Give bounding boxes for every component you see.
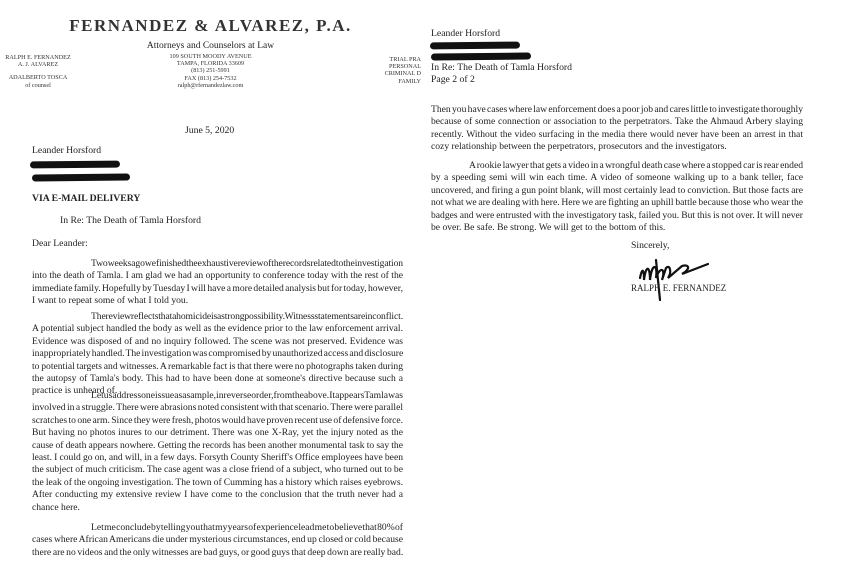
paragraph-line: Let me conclude by telling you that my years of experience lead me to believe that 80% of xyxy=(91,522,403,533)
practice-areas xyxy=(367,56,421,85)
paragraph-line: I want to repeat some of what I told you. xyxy=(32,295,189,307)
paragraph-line: After conducting my extensive review I have come to the conclusion that the truth never had a xyxy=(32,489,403,501)
body-paragraph xyxy=(32,522,403,559)
paragraph-line: uncovered, and firing a gun point blank, will most certainly lead to conviction. But those facts are xyxy=(431,184,803,196)
recipient-name: Leander Horsford xyxy=(32,145,102,156)
re-line: In Re: The Death of Tamla Horsford xyxy=(60,215,202,226)
body-paragraph xyxy=(431,160,803,234)
paragraph-line: into the death of Tamla. I am glad we had an opportunity to conference today with the rest of the xyxy=(32,270,403,282)
body-paragraph xyxy=(32,390,403,514)
practice-area: CRIMINAL D xyxy=(384,70,421,78)
practice-area: PERSONAL xyxy=(389,63,421,71)
redaction-bar xyxy=(30,161,120,169)
partner-name: ADALBERTO TOSCA xyxy=(8,74,68,82)
signer-name: RALPH E. FERNANDEZ xyxy=(631,283,727,293)
paragraph-line: Then you have cases where law enforcement does a poor job and cares little to investigate thoroughly xyxy=(431,104,803,115)
letter-date: June 5, 2020 xyxy=(185,125,235,136)
paragraph-line: recently. Without the video surfacing in the media there would never have been an arrest in that xyxy=(431,128,803,140)
delivery-method: VIA E-MAIL DELIVERY xyxy=(32,193,141,204)
firm-subtitle: Attorneys and Counselors at Law xyxy=(146,41,275,51)
closing: Sincerely, xyxy=(631,240,670,251)
paragraph-line: But having no photos inures to our detriment. There was one X-Ray, yet the injury noted as the xyxy=(32,427,403,439)
paragraph-line: involved in a struggle. There were abrasions noted consistent with that scenario. There were parallel xyxy=(32,402,403,414)
paragraph-line: the subject of much criticism. The case agent was a close friend of a subject, who turned out to be xyxy=(32,464,403,476)
address-line: 109 SOUTH MOODY AVENUE xyxy=(169,53,252,60)
paragraph-line: cases where African Americans die under mysterious circumstances, end up closed or cold because xyxy=(32,534,403,546)
page-number: Page 2 of 2 xyxy=(431,74,475,85)
paragraph-line: the leak of the ongoing investigation. The town of Cumming has a history which raises eyebrows. xyxy=(32,476,403,488)
paragraph-line: A potential subject handled the body as well as the evidence prior to the law enforcement arrival. xyxy=(32,323,403,335)
letter-page-2 xyxy=(421,0,864,574)
paragraph-line: the autopsy of Tamla's body. This had to have been done at someone's directive because such a xyxy=(32,373,403,385)
paragraph-line: cause of death appears nowhere. Getting the records has been another monumental task to say the xyxy=(32,439,403,451)
address-line: TAMPA, FLORIDA 33609 xyxy=(176,60,245,68)
paragraph-line: practice is unheard of. xyxy=(32,385,118,397)
practice-area: TRIAL PRA xyxy=(389,56,421,63)
paragraph-line: cozy relationship between the perpetrators, prosecutors and the investigators. xyxy=(431,141,727,153)
address-line: FAX (813) 254-7532 xyxy=(184,74,237,82)
paragraph-line: to potential targets and witnesses. A remarkable fact is that there were no photographs taken during xyxy=(32,360,403,372)
paragraph-line: Evidence was disposed of and no inquiry followed. The scene was not preserved. Evidence was xyxy=(32,335,403,347)
address-line: ralph@rfernandezlaw.com xyxy=(177,81,244,89)
redaction-bar xyxy=(430,42,520,50)
paragraph-line: badges and were entrusted with the investigatory task, failed you. But this is not over. It will never xyxy=(431,209,803,221)
partner-names xyxy=(3,54,73,89)
paragraph-line: The review reflects that a homicide is a strong possibility. Witness statements are in conflict. xyxy=(91,311,403,322)
paragraph-line: A rookie lawyer that gets a video in a wrongful death case where a stopped car is rear ended xyxy=(469,160,803,171)
paragraph-line: scratches to one arm. Since they were fresh, photos would have proven recent use of defensive force. xyxy=(32,414,403,426)
salutation: Dear Leander: xyxy=(32,238,88,249)
recipient-name: Leander Horsford xyxy=(431,28,501,39)
paragraph-line: be over. Be safe. Be strong. We will get to the bottom of this. xyxy=(431,222,666,234)
paragraph-line: inappropriately handled. The investigation was compromised by unauthorized access and disclosure xyxy=(32,348,404,360)
letter-page-1 xyxy=(0,0,421,574)
paragraph-line: least. I could go on, and will, in a few days. Forsyth County Sheriff's Office employees have been xyxy=(32,452,403,464)
partner-name: A. J. ALVAREZ xyxy=(17,61,59,69)
signature xyxy=(636,250,716,310)
body-paragraph xyxy=(431,104,803,154)
redaction-bar xyxy=(431,52,531,60)
paragraph-line: there are no videos and the only witnesses are bad guys, or good guys that deep down are really bad. xyxy=(32,546,404,558)
paragraph-line: Two weeks ago we finished the exhaustive review of the records related to the investigation xyxy=(91,258,403,269)
paragraph-line: by a speeding semi will win each time. A video of someone walking up to a bank teller, face xyxy=(431,172,803,184)
body-paragraph xyxy=(32,311,403,398)
paragraph-line: Let us address one issue as a sample, in reverse order, from the above. It appears Tamla was xyxy=(91,390,403,401)
redaction-bar xyxy=(32,173,130,181)
paragraph-line: because of some connection or association to the perpetrators. Take the Ahmaud Arbery slaying xyxy=(431,116,803,128)
partner-role: of counsel xyxy=(25,81,51,89)
partner-name: RALPH E. FERNANDEZ xyxy=(5,54,71,61)
practice-area: FAMILY xyxy=(398,77,421,85)
body-paragraph xyxy=(32,258,403,308)
re-line: In Re: The Death of Tamla Horsford xyxy=(431,62,573,73)
paragraph-line: immediate family. Hopefully by Tuesday I will have a more detailed analysis but for today, however, xyxy=(32,282,403,294)
address-line: (813) 251-5991 xyxy=(191,67,230,75)
paragraph-line: chance here. xyxy=(32,501,80,513)
paragraph-line: not what we are dealing with here. Here we are fighting an uphill battle because those who wear the xyxy=(431,197,803,209)
firm-name: FERNANDEZ & ALVAREZ, P.A. xyxy=(69,16,352,35)
